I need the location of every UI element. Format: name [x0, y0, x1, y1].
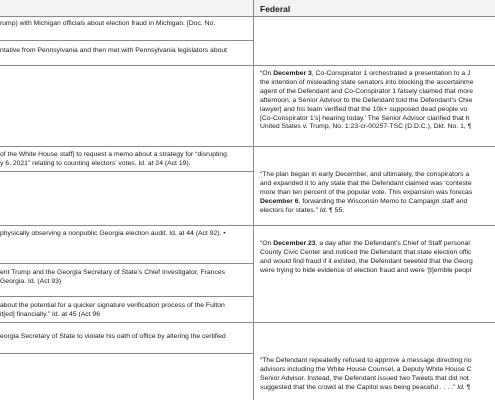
row-divider [0, 296, 253, 297]
text-line: Georgia. Id. (Act 93) [0, 277, 62, 285]
row-divider [0, 353, 253, 354]
text-line: County Civic Center and noticed the Defendant that state election offic [260, 248, 472, 256]
text-line: [Co-Conspirator 1’s] hearing today.’ The Senior Advisor clarified that h [260, 114, 470, 122]
text-line: advisors including the White House Counsel, a Deputy White House C [260, 365, 472, 373]
text-line: rump) with Michigan officials about election fraud in Michigan. [Doc. No. [0, 20, 216, 27]
text-line: suggested that the crowd at the Capitol was being peaceful . . . .” Id. ¶ [260, 383, 471, 391]
text-line: December 6, forwarding the Wisconsin Memo to Campaign staff and [260, 197, 468, 205]
left-cell-3 [0, 151, 250, 169]
text-line: and would find fraud if it existed, the Defendant tweeted that the Georg [260, 257, 473, 265]
right-cell-3 [260, 240, 495, 276]
text-line: afternoon, a Senior Advisor to the Defendant told the Defendant’s Chie [260, 96, 473, 104]
text-line: ent Trump and the Georgia Secretary of State’s Chief Investigator, Frances [0, 269, 226, 276]
text-line: it[ed] financially.” Id. at 45 (Act 96 [0, 310, 100, 318]
text-line: “On December 3, Co-Conspirator 1 orchestrated a presentation to a J [260, 70, 471, 77]
row-divider [0, 171, 253, 172]
left-cell-2 [0, 47, 250, 56]
left-cell-7 [0, 333, 250, 342]
row-divider [0, 225, 495, 226]
left-cell-4 [0, 230, 250, 239]
column-header-federal: Federal [253, 0, 495, 16]
left-cell-5 [0, 269, 250, 287]
row-divider [0, 65, 495, 66]
text-line: “The Defendant repeatedly refused to approve a message directing rio [260, 357, 472, 364]
text-line: y 6, 2021” relating to counting electors’ votes. Id. at 24 (Act 19). [0, 159, 191, 167]
text-line: “The plan began in early December, and ultimately, the conspirators a [260, 171, 470, 178]
right-cell-1 [260, 70, 495, 132]
text-line: agent of the Defendant and Co-Conspirator 1 falsely claimed that more [260, 87, 474, 95]
text-line: electors for states.” Id. ¶ 55. [260, 206, 345, 214]
text-line: Senior Advisor. Instead, the Defendant issued two Tweets that did not [260, 374, 469, 382]
text-line: physically observing a nonpublic Georgia election audit. Id. at 44 (Act 92). • [0, 230, 226, 237]
text-line: the intention of misleading state senators into blocking the ascertainme [260, 78, 474, 86]
header-left-cell [0, 0, 253, 16]
text-line: about the potential for a quicker signature verification process of the Fulton [0, 302, 225, 309]
left-cell-1 [0, 20, 250, 29]
text-line: lawyer] and his team verified that the 10k+ supposed dead people vo [260, 105, 468, 113]
right-cell-2 [260, 171, 495, 216]
text-line: United States v. Trump, No. 1:23-cr-00257-TSC (D.D.C.), Dkt. No. 1, ¶ [260, 123, 472, 131]
column-divider [253, 0, 254, 400]
text-line: “On December 23, a day after the Defendant’s Chief of Staff personal [260, 240, 470, 247]
text-line: more than ten percent of the popular vote. This expansion was forecas [260, 188, 473, 196]
text-line: ntative from Pennsylvania and then met with Pennsylvania legislators about [0, 47, 228, 54]
text-line: of the White House staff] to request a memo about a strategy for “disrupting [0, 151, 227, 158]
row-divider [0, 16, 495, 17]
row-divider [0, 40, 253, 41]
text-line: and expanded it to any state that the Defendant claimed was ‘conteste [260, 179, 472, 187]
right-cell-4 [260, 357, 495, 393]
row-divider [0, 263, 253, 264]
left-cell-6 [0, 302, 250, 320]
text-line: eorgia Secretary of State to violate his oath of office by altering the certified [0, 333, 226, 340]
text-line: were trying to hide evidence of election fraud and were ‘[t]errible peopl [260, 266, 472, 274]
row-divider [0, 322, 495, 323]
row-divider [0, 146, 495, 147]
